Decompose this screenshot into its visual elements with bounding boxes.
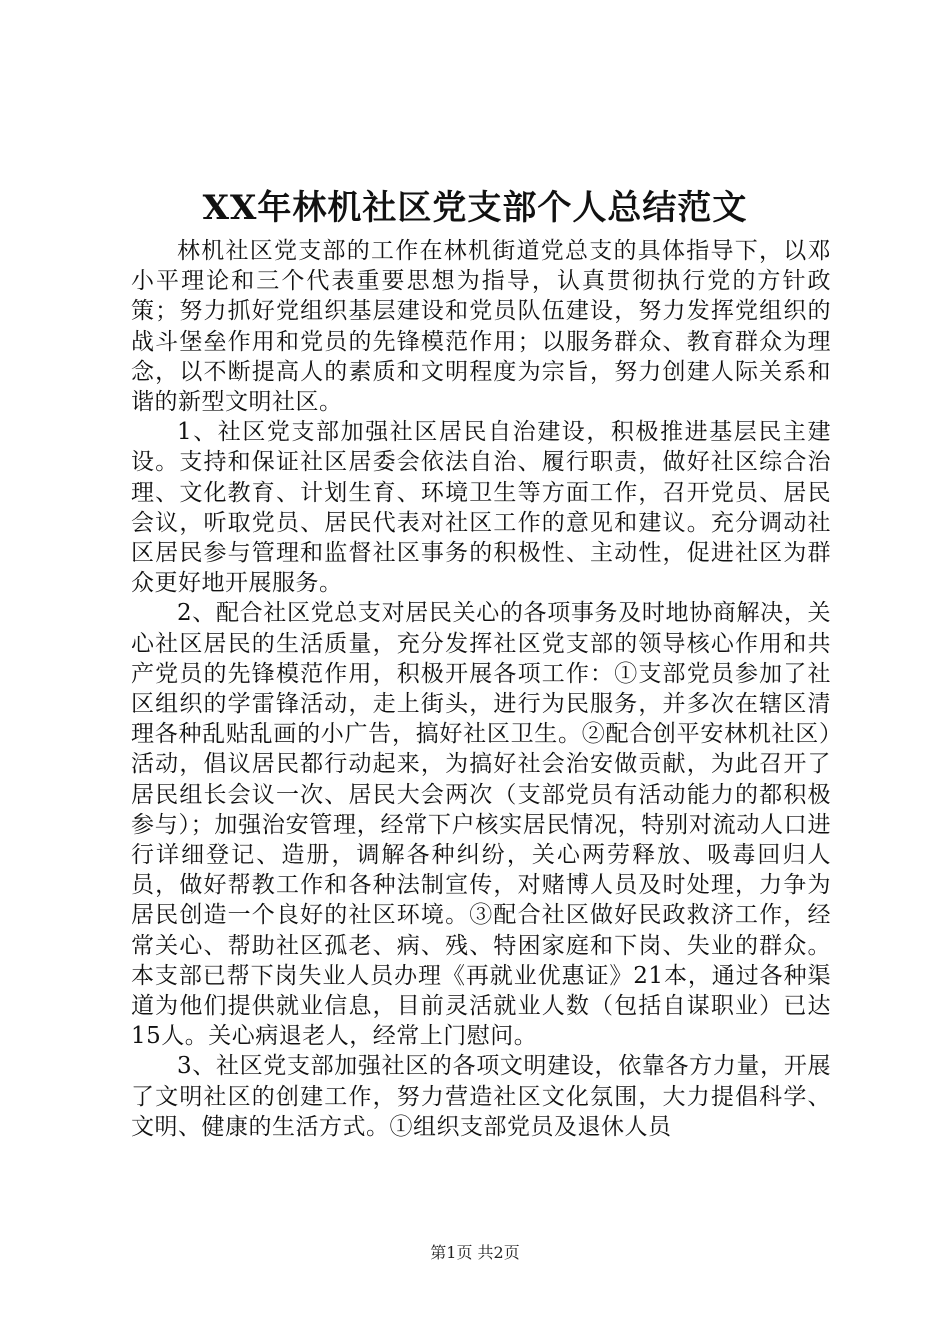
paragraph-item-1: 1、社区党支部加强社区居民自治建设，积极推进基层民主建设。支持和保证社区居委会依法自治、履行职责，做好社区综合治理、文化教育、计划生育、环境卫生等方面工作，召开党员、居民会议，听取党员、居民代表对社区工作的意见和建议。充分调动社区居民参与管理和监督社区事务的积极性、主动性，促进社区为群众更好地开展服务。	[131, 419, 831, 597]
page-footer: 第1页 共2页	[430, 1243, 520, 1262]
document-body	[131, 236, 831, 1142]
paragraph-item-3: 3、社区党支部加强社区的各项文明建设，依靠各方力量，开展了文明社区的创建工作，努力营造社区文化氛围，大力提倡科学、文明、健康的生活方式。①组织支部党员及退休人员	[131, 1053, 831, 1140]
paragraph-item-2: 2、配合社区党总支对居民关心的各项事务及时地协商解决，关心社区居民的生活质量，充分发挥社区党支部的领导核心作用和共产党员的先锋模范作用，积极开展各项工作：①支部党员参加了社区组织的学雷锋活动，走上街头，进行为民服务，并多次在辖区清理各种乱贴乱画的小广告，搞好社区卫生。②配合创平安林机社区）活动，倡议居民都行动起来，为搞好社会治安做贡献，为此召开了居民组长会议一次、居民大会两次（支部党员有活动能力的都积极参与）；加强治安管理，经常下户核实居民情况，特别对流动人口进行详细登记、造册，调解各种纠纷，关心两劳释放、吸毒回归人员，做好帮教工作和各种法制宣传，对赌博人员及时处理，力争为居民创造一个良好的社区环境。③配合社区做好民政救济工作，经常关心、帮助社区孤老、病、残、特困家庭和下岗、失业的群众。本支部已帮下岗失业人员办理《再就业优惠证》21本，通过各种渠道为他们提供就业信息，目前灵活就业人数（包括自谋职业）已达15人。关心病退老人，经常上门慰问。	[131, 600, 831, 1050]
document-title: XX年林机社区党支部个人总结范文	[202, 188, 748, 228]
paragraph-intro: 林机社区党支部的工作在林机街道党总支的具体指导下，以邓小平理论和三个代表重要思想为指导，认真贯彻执行党的方针政策；努力抓好党组织基层建设和党员队伍建设，努力发挥党组织的战斗堡垒作用和党员的先锋模范作用；以服务群众、教育群众为理念，以不断提高人的素质和文明程度为宗旨，努力创建人际关系和谐的新型文明社区。	[131, 238, 831, 416]
